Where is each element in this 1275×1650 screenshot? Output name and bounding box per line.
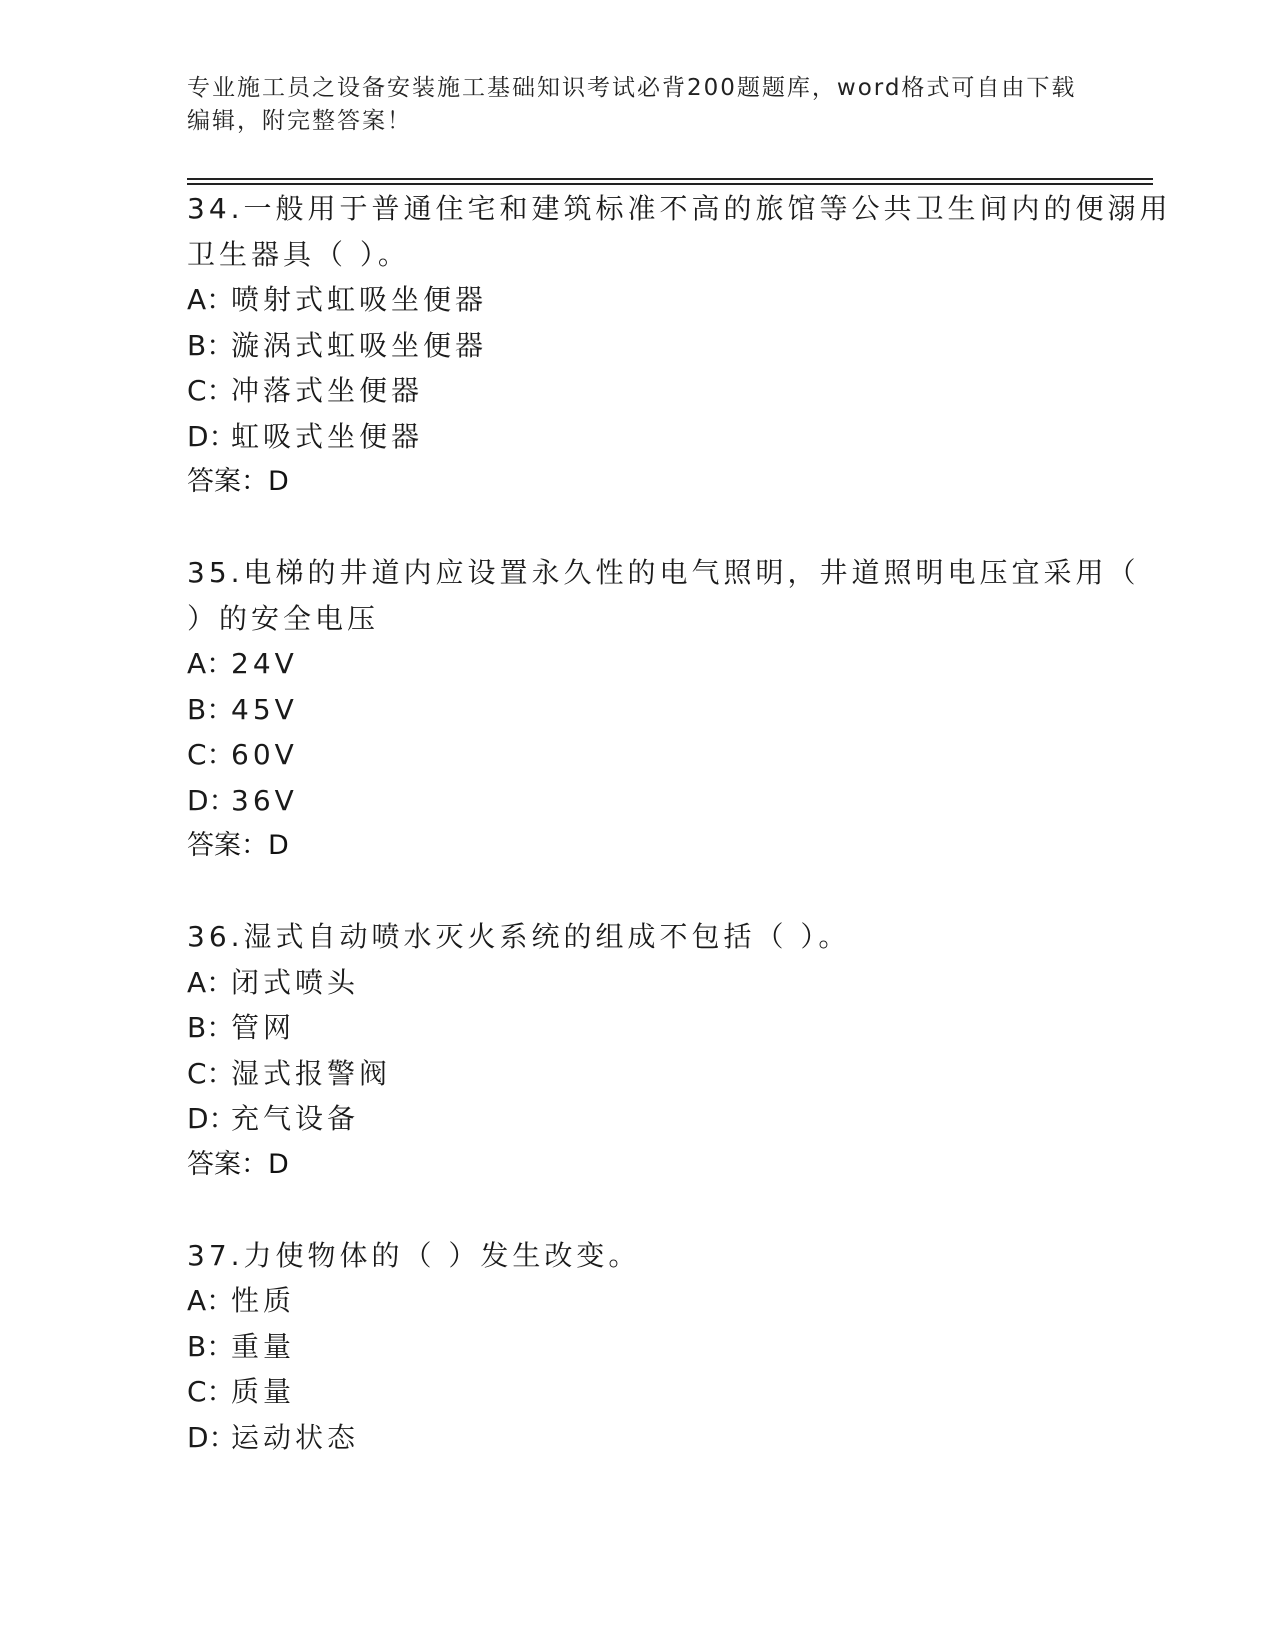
answer-option: [187, 1278, 1087, 1324]
option-text: 运动状态: [231, 1420, 360, 1454]
option-text: 湿式报警阀: [231, 1056, 392, 1090]
option-label: C：: [187, 1056, 235, 1090]
option-label: B：: [187, 328, 235, 362]
option-label: C：: [187, 738, 235, 771]
question-stem-line: ）的安全电压: [187, 601, 380, 635]
option-label: A：: [187, 1284, 235, 1317]
option-text: 质量: [231, 1375, 296, 1408]
option-text: 性质: [231, 1284, 296, 1317]
option-text: 重量: [231, 1329, 296, 1363]
option-label: D：: [187, 783, 237, 817]
option-label: C：: [187, 1375, 235, 1408]
option-label: D：: [187, 1420, 237, 1454]
option-text: 24V: [231, 647, 298, 680]
answer-option: [187, 277, 1087, 323]
question-stem-line: 34.一般用于普通住宅和建筑标准不高的旅馆等公共卫生间内的便溺用: [187, 192, 1172, 225]
question-block: [187, 186, 1172, 504]
option-label: A：: [187, 647, 235, 680]
question-stem-line: 36.湿式自动喷水灭火系统的组成不包括（ ）。: [187, 920, 851, 953]
answer-option: [187, 1415, 1087, 1461]
answer-option: [187, 641, 1087, 687]
answer-key: 答案：D: [187, 1148, 289, 1180]
option-label: C：: [187, 374, 235, 407]
header-divider-top: [187, 178, 1153, 180]
document-header: [187, 72, 1077, 138]
question-list: [187, 186, 1172, 1506]
option-text: 漩涡式虹吸坐便器: [231, 328, 488, 362]
question-stem-line: 卫生器具（ ）。: [187, 237, 410, 271]
header-line-2: 编辑，附完整答案！: [187, 108, 412, 134]
header-divider-bottom: [187, 183, 1153, 185]
answer-option: [187, 368, 1087, 414]
option-text: 喷射式虹吸坐便器: [231, 283, 488, 316]
option-label: D：: [187, 419, 237, 453]
option-text: 冲落式坐便器: [231, 374, 424, 407]
answer-option: [187, 778, 1087, 824]
option-text: 充气设备: [231, 1102, 360, 1135]
header-line-1: 专业施工员之设备安装施工基础知识考试必背200题题库，word格式可自由下载: [187, 75, 1077, 101]
option-text: 45V: [231, 692, 298, 726]
option-label: A：: [187, 283, 235, 316]
option-label: B：: [187, 1011, 235, 1044]
option-text: 闭式喷头: [231, 965, 360, 999]
option-label: B：: [187, 1329, 235, 1363]
answer-option: [187, 1369, 1087, 1415]
option-text: 36V: [231, 783, 298, 817]
answer-option: [187, 1051, 1087, 1097]
question-block: [187, 550, 1140, 868]
answer-option: [187, 1096, 1087, 1142]
option-text: 管网: [231, 1011, 296, 1044]
answer-option: [187, 687, 1087, 733]
option-text: 虹吸式坐便器: [231, 419, 424, 453]
option-label: D：: [187, 1102, 237, 1135]
answer-option: [187, 1005, 1087, 1051]
answer-option: [187, 323, 1087, 369]
option-label: A：: [187, 965, 235, 999]
answer-key: 答案：D: [187, 466, 289, 497]
question-block: [187, 1233, 1087, 1461]
question-stem-line: 37.力使物体的（ ）发生改变。: [187, 1238, 641, 1272]
answer-option: [187, 960, 1087, 1006]
answer-option: [187, 732, 1087, 778]
answer-key: 答案：D: [187, 830, 289, 861]
answer-option: [187, 1324, 1087, 1370]
question-stem-line: 35.电梯的井道内应设置永久性的电气照明，井道照明电压宜采用（: [187, 556, 1140, 589]
answer-option: [187, 414, 1087, 460]
option-label: B：: [187, 692, 235, 726]
option-text: 60V: [231, 738, 298, 771]
question-block: [187, 914, 1087, 1187]
